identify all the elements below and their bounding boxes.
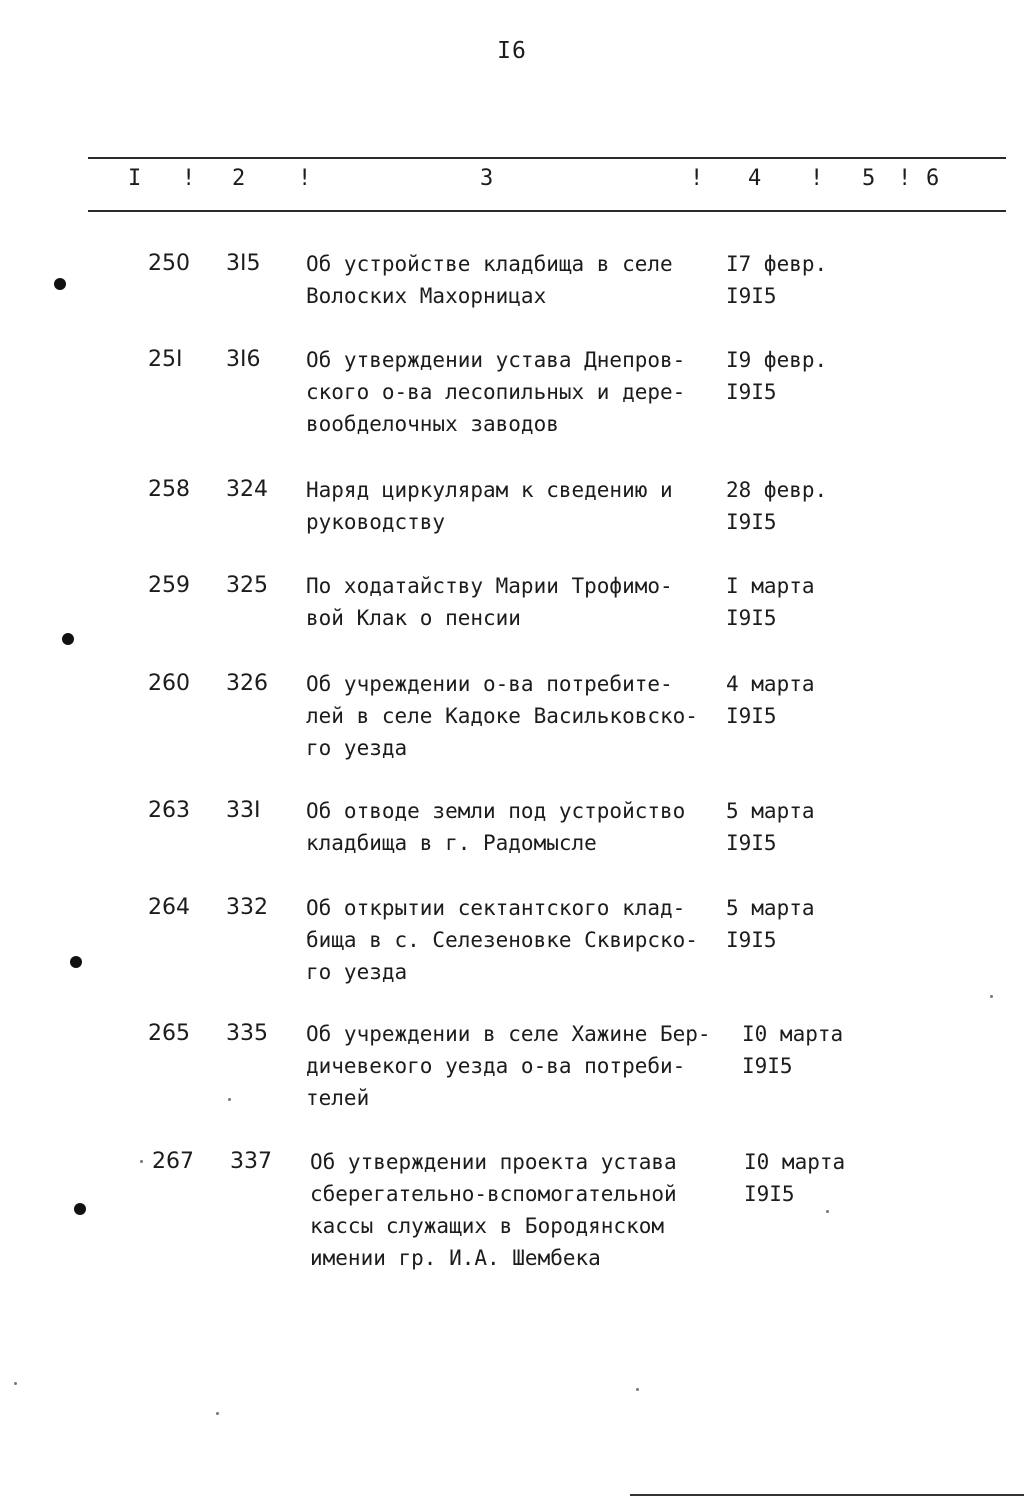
- scan-speck: [140, 1160, 143, 1163]
- entry-number: 260: [148, 671, 190, 696]
- scan-speck: [636, 1388, 639, 1391]
- entry-date: [726, 570, 886, 634]
- entry-title-line: дичевекого уезда о-ва потреби-: [306, 1054, 686, 1078]
- entry-title: [310, 1146, 730, 1274]
- punch-hole-mark: [54, 278, 66, 290]
- entry-title-line: ского о-ва лесопильных и дере-: [306, 380, 686, 404]
- entry-title-line: Об утверждении устава Днепров-: [306, 348, 686, 372]
- entry-title-line: имении гр. И.А. Шембека: [310, 1246, 601, 1270]
- entry-date-line: I9I5: [726, 831, 777, 855]
- column-header-1: I: [128, 166, 142, 191]
- entry-title: [306, 570, 726, 634]
- entry-old-number: 335: [226, 1021, 268, 1046]
- entry-number: 258: [148, 477, 190, 502]
- column-separator: !: [898, 166, 912, 191]
- punch-hole-mark: [62, 633, 74, 645]
- column-header-2: 2: [232, 166, 246, 191]
- scan-speck: [826, 1210, 829, 1213]
- entry-date-line: I9I5: [744, 1182, 795, 1206]
- header-bottom-rule: [88, 210, 1006, 212]
- page-number: I6: [497, 38, 527, 64]
- entry-title-line: Об утверждении проекта устава: [310, 1150, 677, 1174]
- scan-speck: [14, 1382, 17, 1385]
- entry-date-line: I9I5: [726, 606, 777, 630]
- column-separator: !: [810, 166, 824, 191]
- entry-title: [306, 892, 726, 988]
- entry-title-line: вой Клак о пенсии: [306, 606, 521, 630]
- column-separator: !: [182, 166, 196, 191]
- column-separator: !: [298, 166, 312, 191]
- entry-old-number: 33I: [226, 798, 261, 823]
- entry-date-line: I0 марта: [742, 1022, 844, 1046]
- entry-date: [726, 668, 886, 732]
- entry-date-line: 5 марта: [726, 896, 815, 920]
- entry-number: 264: [148, 895, 190, 920]
- entry-number: 263: [148, 798, 190, 823]
- entry-date-line: I7 февр.: [726, 252, 828, 276]
- entry-old-number: 3I6: [226, 347, 261, 372]
- entry-title-line: Об учреждении о-ва потребите-: [306, 672, 673, 696]
- entry-title: [306, 795, 726, 859]
- header-top-rule: [88, 157, 1006, 159]
- entry-number: 250: [148, 251, 190, 276]
- entry-title-line: Об устройстве кладбища в селе: [306, 252, 673, 276]
- entry-number: 267: [152, 1149, 194, 1174]
- entry-old-number: 337: [230, 1149, 272, 1174]
- entry-old-number: 3I5: [226, 251, 261, 276]
- entry-title: [306, 474, 726, 538]
- entry-title: [306, 668, 726, 764]
- entry-old-number: 324: [226, 477, 268, 502]
- entry-date-line: I9I5: [726, 704, 777, 728]
- entry-title-line: Об отводе земли под устройство: [306, 799, 686, 823]
- entry-date-line: I9I5: [726, 510, 777, 534]
- entry-date-line: 5 марта: [726, 799, 815, 823]
- entry-date-line: I9I5: [726, 928, 777, 952]
- entry-date-line: 28 февр.: [726, 478, 828, 502]
- scan-speck: [228, 1098, 231, 1101]
- punch-hole-mark: [74, 1203, 86, 1215]
- entry-date-line: I0 марта: [744, 1150, 846, 1174]
- entry-title-line: го уезда: [306, 960, 408, 984]
- entry-title-line: Волоских Махорницах: [306, 284, 547, 308]
- entry-title-line: сберегательно-вспомогательной: [310, 1182, 677, 1206]
- entry-number: 25I: [148, 347, 183, 372]
- entry-date-line: I9I5: [726, 284, 777, 308]
- entry-date: [726, 795, 886, 859]
- entry-date-line: I9 февр.: [726, 348, 828, 372]
- entry-date: [726, 892, 886, 956]
- entry-title-line: Об открытии сектантского клад-: [306, 896, 686, 920]
- column-header-6: 6: [926, 166, 940, 191]
- entry-date-line: I марта: [726, 574, 815, 598]
- entry-title: [306, 1018, 726, 1114]
- column-separator: !: [690, 166, 704, 191]
- entry-old-number: 332: [226, 895, 268, 920]
- entry-date: [726, 248, 886, 312]
- column-header-row: [0, 166, 1024, 198]
- entry-date: [744, 1146, 904, 1210]
- entry-title-line: кассы служащих в Бородянском: [310, 1214, 665, 1238]
- entry-title: [306, 248, 726, 312]
- entry-date-line: I9I5: [742, 1054, 793, 1078]
- entry-title-line: Об учреждении в селе Хажине Бер-: [306, 1022, 711, 1046]
- entry-number: 265: [148, 1021, 190, 1046]
- scan-speck: [216, 1412, 219, 1415]
- entry-date: [726, 344, 886, 408]
- entry-title: [306, 344, 726, 440]
- entry-title-line: вообделочных заводов: [306, 412, 559, 436]
- column-header-5: 5: [862, 166, 876, 191]
- entry-title-line: телей: [306, 1086, 370, 1110]
- entry-old-number: 326: [226, 671, 268, 696]
- scan-speck: [990, 995, 993, 998]
- column-header-3: 3: [480, 166, 494, 191]
- entry-title-line: Наряд циркулярам к сведению и: [306, 478, 673, 502]
- entry-date-line: I9I5: [726, 380, 777, 404]
- entry-number: 259: [148, 573, 190, 598]
- entry-title-line: кладбища в г. Радомысле: [306, 831, 597, 855]
- entry-title-line: лей в селе Кадоке Васильковско-: [306, 704, 698, 728]
- column-header-4: 4: [748, 166, 762, 191]
- entry-title-line: го уезда: [306, 736, 408, 760]
- entry-title-line: руководству: [306, 510, 446, 534]
- entry-date-line: 4 марта: [726, 672, 815, 696]
- punch-hole-mark: [70, 956, 82, 968]
- entry-date: [726, 474, 886, 538]
- entry-old-number: 325: [226, 573, 268, 598]
- entry-title-line: По ходатайству Марии Трофимо-: [306, 574, 673, 598]
- entry-title-line: бища в с. Селезеновке Сквирско-: [306, 928, 698, 952]
- entry-date: [742, 1018, 902, 1082]
- bottom-edge-line: [630, 1494, 1024, 1496]
